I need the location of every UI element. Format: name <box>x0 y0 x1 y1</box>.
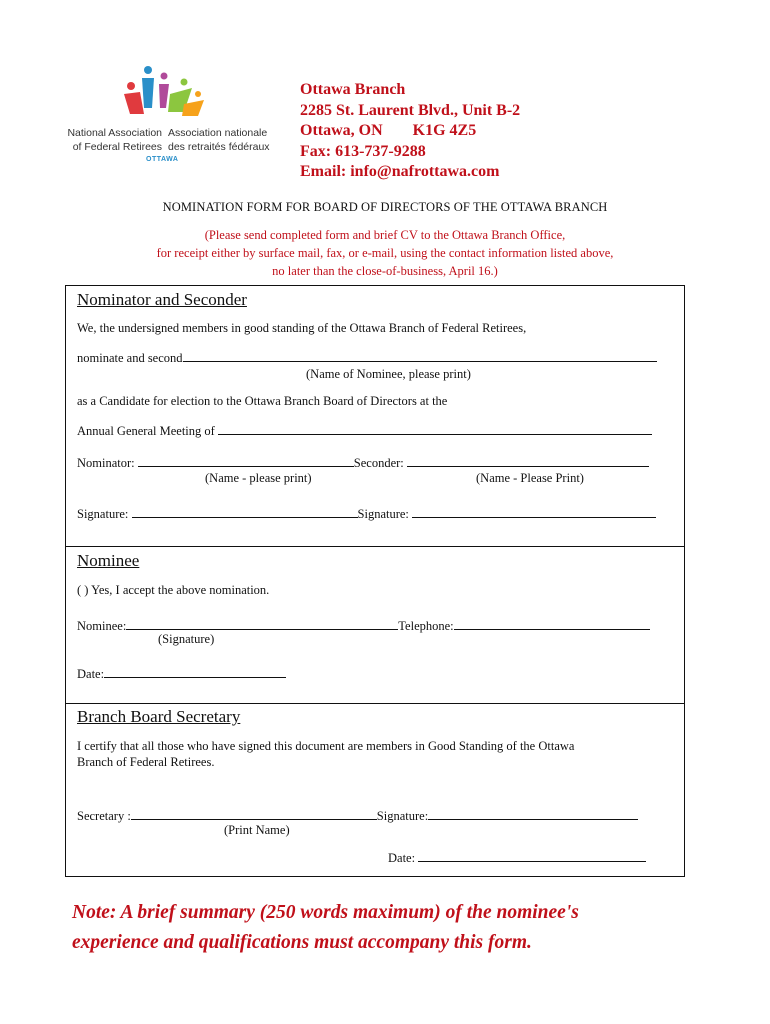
logo-figure-blue <box>142 66 154 108</box>
secretary-name-field[interactable] <box>131 807 377 820</box>
certify-text-line1: I certify that all those who have signed this document are members in Good Standing of the Ottawa <box>77 739 575 753</box>
nominator-signature-label: Signature: <box>77 507 129 521</box>
postal-code: K1G 4Z5 <box>412 122 477 139</box>
telephone-field[interactable] <box>454 617 650 630</box>
accept-nomination-checkbox[interactable] <box>77 583 269 598</box>
seconder-name-caption: (Name - Please Print) <box>476 471 584 485</box>
note-line1: Note: A brief summary (250 words maximum) of the nominee's <box>72 902 579 923</box>
logo-figure-purple <box>159 73 169 109</box>
nominator-name-caption: (Name - please print) <box>205 471 312 485</box>
fax-number: Fax: 613-737-9288 <box>300 142 426 160</box>
agm-line <box>77 422 652 439</box>
secretary-print-name-caption: (Print Name) <box>224 823 290 837</box>
secretary-label: Secretary : <box>77 809 131 823</box>
telephone-label: Telephone: <box>398 619 454 633</box>
candidate-text: as a Candidate for election to the Ottawa Branch Board of Directors at the <box>77 394 448 408</box>
secretary-date-line <box>388 849 646 866</box>
instructions-line3: no later than the close-of-business, April 16.) <box>272 264 498 278</box>
logo-city: OTTAWA <box>146 156 179 163</box>
agm-field[interactable] <box>218 422 652 435</box>
maple-leaf-people-icon <box>118 64 208 126</box>
nominee-signature-caption: (Signature) <box>158 632 215 646</box>
note-line2: experience and qualifications must accompany this form. <box>72 932 532 953</box>
street-address: 2285 St. Laurent Blvd., Unit B-2 <box>300 101 521 119</box>
seconder-signature-label: Signature: <box>357 507 409 521</box>
nominee-name-caption: (Name of Nominee, please print) <box>306 367 471 381</box>
nominator-seconder-section <box>65 285 685 547</box>
certify-text-line2: Branch of Federal Retirees. <box>77 755 215 769</box>
logo-french-name <box>168 126 278 154</box>
instructions-line1: (Please send completed form and brief CV to the Ottawa Branch Office, <box>204 228 566 242</box>
nominee-date-field[interactable] <box>104 665 286 678</box>
secretary-date-label: Date: <box>388 851 416 865</box>
secretary-signature-label: Signature: <box>376 809 429 823</box>
nominee-date-line <box>77 665 286 682</box>
nominator-name-field[interactable] <box>138 454 354 467</box>
secretary-signature-line <box>77 807 638 824</box>
secretary-signature-field[interactable] <box>428 807 638 820</box>
branch-name: Ottawa Branch <box>300 81 406 98</box>
nominator-seconder-line <box>77 454 649 471</box>
logo-french-line2: des retraités fédéraux <box>168 141 270 153</box>
logo-figure-red <box>124 82 144 114</box>
agm-label: Annual General Meeting of <box>77 424 215 438</box>
email-address[interactable]: Email: info@nafrottawa.com <box>300 163 500 180</box>
nominator-label: Nominator: <box>77 456 135 470</box>
logo-french-line1: Association nationale <box>168 127 268 139</box>
city-postal-line <box>300 121 520 142</box>
nominate-line <box>77 349 657 366</box>
secretary-date-field[interactable] <box>418 849 646 862</box>
nominee-signature-field[interactable] <box>126 617 398 630</box>
nominate-label: nominate and second <box>77 351 183 365</box>
nominator-signature-field[interactable] <box>132 505 358 518</box>
nominator-section-title: Nominator and Seconder <box>77 290 247 309</box>
branch-secretary-section <box>65 703 685 877</box>
accept-nomination-text: ( ) Yes, I accept the above nomination. <box>77 583 270 597</box>
form-title: NOMINATION FORM FOR BOARD OF DIRECTORS OF THE OTTAWA BRANCH <box>162 200 608 214</box>
logo-english-line1: National Association <box>67 127 162 139</box>
nominator-intro-text: We, the undersigned members in good standing of the Ottawa Branch of Federal Retirees, <box>77 321 527 335</box>
logo-english-name <box>66 126 162 154</box>
signature-line <box>77 505 656 522</box>
seconder-signature-field[interactable] <box>412 505 656 518</box>
logo-english-line2: of Federal Retirees <box>72 141 162 153</box>
seconder-label: Seconder: <box>353 456 404 470</box>
seconder-name-field[interactable] <box>407 454 649 467</box>
secretary-section-title: Branch Board Secretary <box>77 707 241 726</box>
instructions <box>0 226 770 280</box>
nominee-name-field[interactable] <box>183 349 657 362</box>
city-province: Ottawa, ON <box>300 122 383 139</box>
nominee-section-title: Nominee <box>77 551 140 570</box>
instructions-line2: for receipt either by surface mail, fax, or e-mail, using the contact information listed above, <box>156 246 614 260</box>
nominee-label: Nominee: <box>77 619 127 633</box>
summary-note <box>72 898 579 958</box>
nominee-date-label: Date: <box>77 667 105 681</box>
contact-address <box>300 80 520 183</box>
nominee-section <box>65 546 685 704</box>
